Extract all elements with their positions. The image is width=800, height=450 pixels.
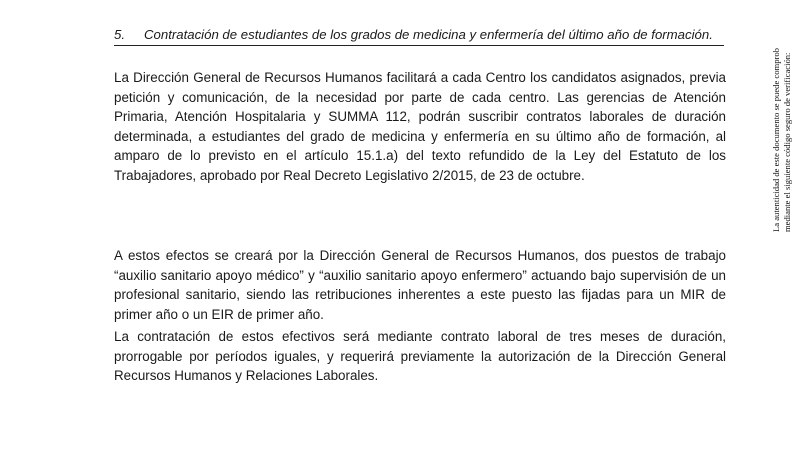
section-heading [114, 26, 724, 46]
verification-note-line-2: mediante el siguiente código seguro de verificación: [781, 52, 792, 232]
paragraph-2: A estos efectos se creará por la Dirección General de Recursos Humanos, dos puestos de trabajo “auxilio sanitario apoyo médico” y “auxilio sanitario apoyo enfermero” actuando bajo supervisión de un profesional sanitario, siendo las retribuciones inherentes a este puesto las fijadas para un MIR de primer año o un EIR de primer año. [114, 248, 726, 322]
verification-note-line-1: La autenticidad de este documento se puede comprob [771, 48, 781, 232]
paragraph-1: La Dirección General de Recursos Humanos facilitará a cada Centro los candidatos asignados, previa petición y comunicación, de la necesidad por parte de cada centro. Las gerencias de Atención Primaria, Atención Hospitalaria y SUMMA 112, podrán suscribir contratos laborales de duración determinada, a estudiantes del grado de medicina y enfermería en su último año de formación, al amparo de lo previsto en el artículo 15.1.a) del texto refundido de la Ley del Estatuto de los Trabajadores, aprobado por Real Decreto Legislativo 2/2015, de 23 de octubre. [114, 70, 726, 183]
section-title: Contratación de estudiantes de los grados de medicina y enfermería del último año de formación. [144, 27, 713, 42]
section-number: 5. [114, 27, 125, 42]
paragraph-3: La contratación de estos efectivos será mediante contrato laboral de tres meses de duración, prorrogable por períodos iguales, y requerirá previamente la autorización de la Dirección General Recursos Humanos y Relaciones Laborales. [114, 329, 726, 384]
verification-note [771, 0, 799, 232]
